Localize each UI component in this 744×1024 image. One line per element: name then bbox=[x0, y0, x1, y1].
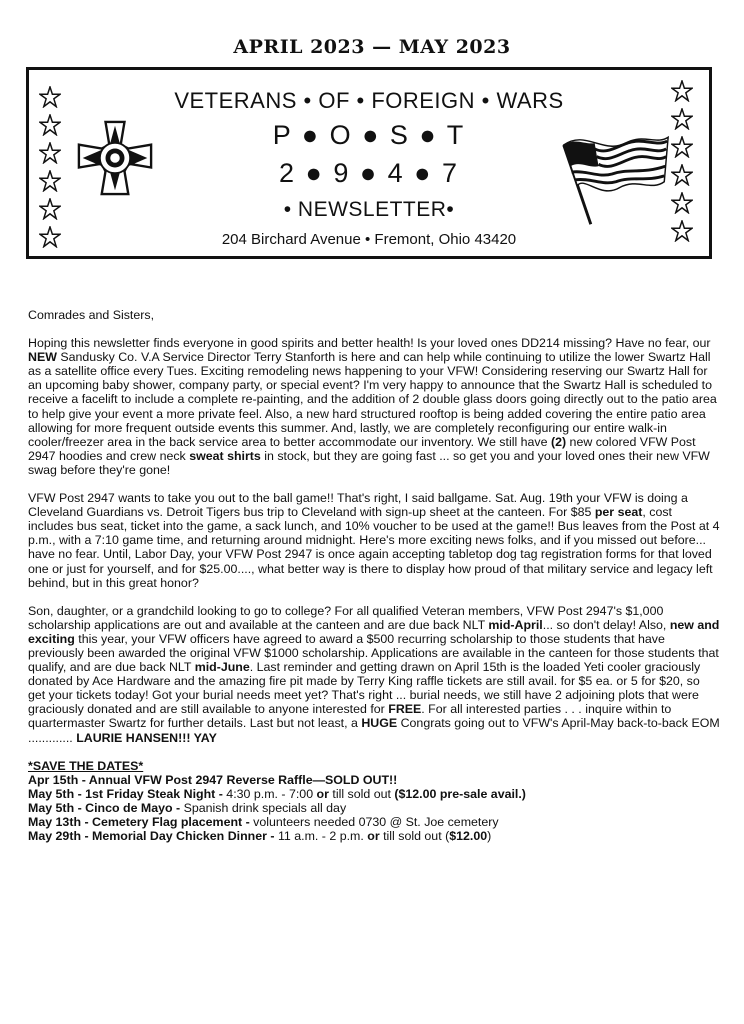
date-detail: 4:30 p.m. - 7:00 bbox=[226, 786, 317, 801]
star-icon bbox=[671, 136, 693, 158]
newsletter-date-range: APRIL 2023 — MAY 2023 bbox=[233, 36, 511, 58]
paragraph-scholarship bbox=[28, 604, 720, 745]
paragraph-remodel bbox=[28, 336, 720, 477]
post-address: 204 Birchard Avenue • Fremont, Ohio 43420 bbox=[221, 231, 517, 248]
bold-run: sweat shirts bbox=[189, 448, 261, 463]
date-item bbox=[28, 787, 720, 801]
text-run: in stock, but they are going fast ... so get you and your loved ones their new VFW swag before they're gone! bbox=[28, 448, 710, 477]
text-run: , cost includes bus seat, ticket into the game, a sack lunch, and 10% voucher to be used at the game!! Bus leaves from the Post at 4 p.m., with a 7:10 game time, and returning around midnight. Here's more exciting news folks, and if you missed out before... have no fear. Until, Labor Day, your VFW Post 2947 is once again accepting tabletop dog tag registration forms for that loved one or just for yourself, and for $25.00...., what better way is there to display how proud of that military service and legacy left behind, but in this great honor? bbox=[28, 505, 720, 590]
vfw-cross-emblem-icon bbox=[77, 120, 153, 196]
date-label: May 13th - Cemetery Flag placement - bbox=[28, 815, 254, 829]
newsletter-body bbox=[28, 308, 720, 843]
bold-run: FREE bbox=[388, 702, 422, 717]
star-icon bbox=[671, 220, 693, 242]
date-detail: Spanish drink specials all day bbox=[183, 800, 347, 815]
star-icon bbox=[39, 86, 61, 108]
date-item bbox=[28, 815, 720, 829]
paragraph-ballgame bbox=[28, 491, 720, 590]
text-run: Congrats going out to VFW's April-May back-to-back EOM ............. bbox=[28, 716, 720, 745]
save-the-dates-list bbox=[28, 773, 720, 843]
text-run: ... so don't delay! Also, bbox=[542, 617, 670, 632]
date-detail: till sold out ( bbox=[379, 829, 450, 844]
text-run: . For all interested parties . . . inquire within to quartermaster Swartz for further details. Last but not least, a bbox=[28, 702, 672, 731]
star-icon bbox=[39, 170, 61, 192]
date-detail: ) bbox=[487, 829, 492, 844]
post-label: P ● O ● S ● T bbox=[272, 120, 466, 150]
bold-run: LAURIE HANSEN!!! YAY bbox=[76, 730, 217, 745]
date-detail: volunteers needed 0730 @ St. Joe cemetery bbox=[253, 815, 499, 829]
bold-run: HUGE bbox=[361, 716, 398, 731]
right-star-column bbox=[671, 80, 693, 242]
star-icon bbox=[671, 192, 693, 214]
date-detail-bold: ($12.00 pre-sale avail.) bbox=[394, 786, 526, 801]
date-detail: till sold out bbox=[328, 786, 395, 801]
bold-run: mid-April bbox=[488, 617, 543, 632]
text-run: new colored VFW Post 2947 hoodies and crew neck bbox=[28, 434, 696, 463]
date-label: Apr 15th - Annual VFW Post 2947 Reverse Raffle—SOLD OUT!! bbox=[28, 772, 398, 787]
text-run: this year, your VFW officers have agreed to award a $500 recurring scholarship to those students that have previously been awarded the original VFW $1000 scholarship. Applications are available in the canteen for those students that qualify, and are due back NLT bbox=[28, 631, 719, 675]
text-run: . Last reminder and getting drawn on April 15th is the loaded Yeti cooler graciously donated by Ace Hardware and the amazing fire pit made by Terry King raffle tickets are still avail. for $5 ea. or 5 for $20, so get your tickets today! Got your burial needs meet yet? That's right ... burial needs, we still have 2 adjoining plots that were graciously donated and are still available to anyone interested for bbox=[28, 660, 701, 717]
org-name: VETERANS • OF • FOREIGN • WARS bbox=[174, 88, 564, 113]
date-label: May 5th - Cinco de Mayo - bbox=[28, 800, 184, 815]
star-icon bbox=[671, 80, 693, 102]
star-icon bbox=[39, 198, 61, 220]
star-icon bbox=[39, 142, 61, 164]
date-detail-bold: or bbox=[316, 786, 329, 801]
date-item bbox=[28, 773, 720, 787]
bold-run: per seat bbox=[594, 505, 643, 520]
date-label: May 5th - 1st Friday Steak Night - bbox=[28, 786, 227, 801]
date-detail-bold: or bbox=[367, 829, 380, 844]
left-star-column bbox=[39, 86, 61, 248]
post-number: 2 ● 9 ● 4 ● 7 bbox=[279, 158, 459, 188]
text-run: VFW Post 2947 wants to take you out to the ball game!! That's right, I said ballgame. Sat. Aug. 19th your VFW is doing a Cleveland Guardians vs. Detroit Tigers bus trip to Cleveland with sign-up sheet at the canteen. For $85 bbox=[28, 491, 688, 520]
date-label: May 29th - Memorial Day Chicken Dinner - bbox=[28, 829, 278, 844]
date-item bbox=[28, 801, 720, 815]
bold-run: NEW bbox=[28, 350, 57, 365]
star-icon bbox=[671, 108, 693, 130]
star-icon bbox=[39, 114, 61, 136]
greeting: Comrades and Sisters, bbox=[28, 308, 155, 322]
bold-run: (2) bbox=[550, 434, 567, 449]
text-run: Hoping this newsletter finds everyone in good spirits and better health! Is your loved ones DD214 missing? Have no fear, our bbox=[28, 336, 711, 351]
newsletter-label: • NEWSLETTER• bbox=[283, 198, 455, 221]
text-run: Sandusky Co. V.A Service Director Terry Stanforth is here and can help while continuing to utilize the lower Swartz Hall as a satellite office every Tues. Exciting remodeling news happening to your VFW! Considering reserving our Swartz Hall for an upcoming baby shower, company party, or special event? I'm very happy to announce that the Swartz Hall is scheduled to receive a facelift to include a complete re-painting, and the addition of 2 double glass doors going directly out to the patio area to help give your event a more private feel. Also, a new hard structured rooftop is being added covering the entire patio area allowing for more frequent outside events this summer. And, lastly, we are completely reconfiguring our entire walk-in cooler/freezer area in the back service area to better accommodate our inventory. We still have bbox=[28, 350, 717, 449]
date-detail-bold: $12.00 bbox=[449, 829, 488, 844]
date-detail: 11 a.m. - 2 p.m. bbox=[277, 829, 368, 844]
text-run: Son, daughter, or a grandchild looking to go to college? For all qualified Veteran members, VFW Post 2947's $1,000 scholarship applications are out and available at the canteen and are due back NLT bbox=[28, 603, 664, 632]
masthead-box bbox=[26, 67, 712, 259]
save-the-dates-title: *SAVE THE DATES* bbox=[28, 758, 144, 773]
date-item bbox=[28, 829, 720, 843]
star-icon bbox=[671, 164, 693, 186]
star-icon bbox=[39, 226, 61, 248]
american-flag-icon bbox=[555, 116, 673, 232]
bold-run: mid-June bbox=[194, 660, 250, 675]
bold-run: new and exciting bbox=[28, 617, 720, 646]
